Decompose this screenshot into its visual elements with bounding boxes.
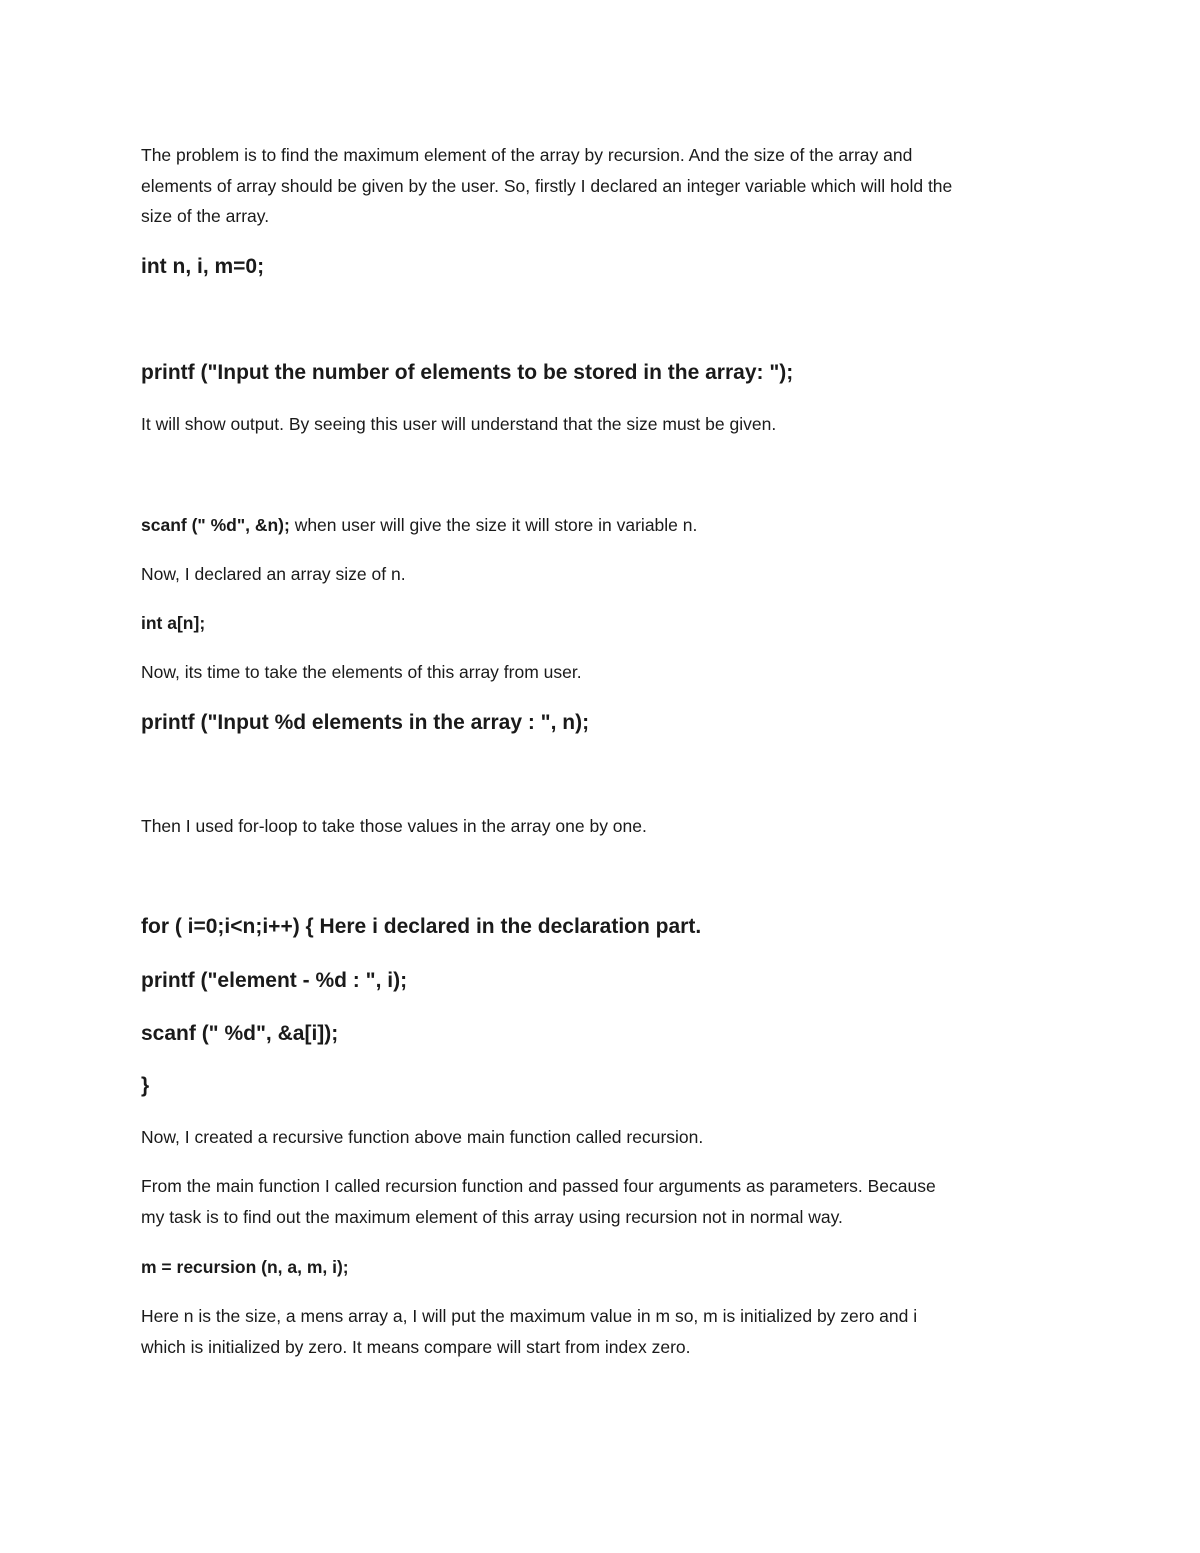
parameters-line: Here n is the size, a mens array a, I will put the maximum value in m so, m is initialized by zero and i xyxy=(141,1306,918,1326)
for-loop-text: Then I used for-loop to take those values in the array one by one. xyxy=(141,816,647,836)
code-for-loop: for ( i=0;i<n;i++) { Here i declared in the declaration part. xyxy=(141,915,702,938)
code-printf-elements-prompt: printf ("Input %d elements in the array : ", n); xyxy=(141,711,590,734)
main-call-line: From the main function I called recursion function and passed four arguments as parameters. Because xyxy=(141,1176,936,1196)
code-scanf-element: scanf (" %d", &a[i]); xyxy=(141,1022,339,1045)
intro-paragraph xyxy=(141,140,1071,232)
main-call-paragraph xyxy=(141,1171,1071,1232)
output-explanation: It will show output. By seeing this user will understand that the size must be given. xyxy=(141,414,777,434)
main-call-line: my task is to find out the maximum element of this array using recursion not in normal way. xyxy=(141,1206,843,1227)
code-printf-size-prompt: printf ("Input the number of elements to be stored in the array: "); xyxy=(141,361,794,384)
take-elements-text: Now, its time to take the elements of this array from user. xyxy=(141,662,582,682)
code-variable-declaration: int n, i, m=0; xyxy=(141,255,265,278)
intro-line: The problem is to find the maximum element of the array by recursion. And the size of the array and xyxy=(141,145,913,165)
scanf-size-explanation: when user will give the size it will store in variable n. xyxy=(289,515,698,535)
code-scanf-size: scanf (" %d", &n); xyxy=(141,515,290,535)
intro-line: size of the array. xyxy=(141,206,270,226)
code-closing-brace: } xyxy=(141,1074,150,1097)
code-recursion-call: m = recursion (n, a, m, i); xyxy=(141,1257,349,1277)
code-array-declaration: int a[n]; xyxy=(141,613,206,633)
scanf-size-line xyxy=(141,510,1071,541)
parameters-paragraph xyxy=(141,1301,1071,1362)
intro-line: elements of array should be given by the user. So, firstly I declared an integer variable which will hold the xyxy=(141,175,953,196)
code-printf-element: printf ("element - %d : ", i); xyxy=(141,969,408,992)
declare-array-text: Now, I declared an array size of n. xyxy=(141,564,406,584)
parameters-line: which is initialized by zero. It means compare will start from index zero. xyxy=(141,1336,691,1357)
recursive-function-text: Now, I created a recursive function above main function called recursion. xyxy=(141,1127,704,1147)
